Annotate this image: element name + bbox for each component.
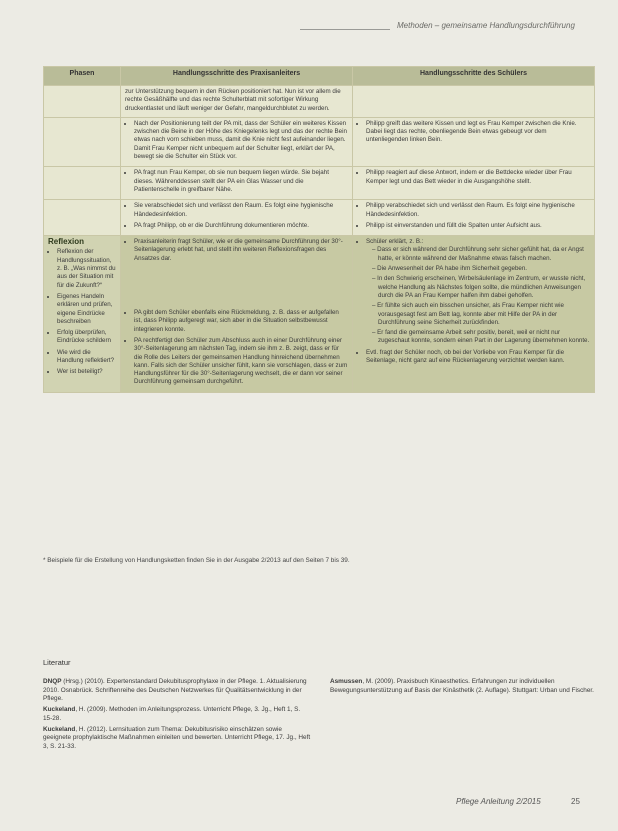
literature-column-right — [330, 678, 595, 697]
pa-step-cell — [121, 117, 353, 166]
literature-column-left — [43, 678, 311, 754]
pa-step-cell — [121, 236, 353, 393]
phase-item: • Eigenes Handeln erklären und prüfen, eigene Eindrücke beschreiben — [57, 293, 116, 326]
student-step-cell — [353, 117, 595, 166]
pa-step-text: • PA fragt Philipp, ob er die Durchführung dokumentieren möchte. — [134, 222, 348, 230]
student-step-text: • Philipp reagiert auf diese Antwort, indem er die Bettdecke wieder über Frau Kemper legt und das Bett wieder in die Ausgangshöhe stellt. — [366, 169, 590, 186]
footer-journal: Pflege Anleitung 2/2015 — [456, 797, 541, 806]
student-step-text: • Philipp ist einverstanden und füllt die Spalten unter Aufsicht aus. — [366, 222, 590, 230]
phase-item: • Reflexion der Handlungssituation, z. B. „Was nimmst du aus der Situation mit für die Zukunft?“ — [57, 248, 116, 289]
pa-step-text: • Praxisanleiterin fragt Schüler, wie er die gemeinsame Durchführung der 30°-Seitenlagerung erlebt hat, und stellt ihn weiteren Reflexionsfragen des Ansatzes dar. — [134, 238, 348, 263]
student-step-cell — [353, 200, 595, 236]
table-row — [44, 86, 595, 118]
student-step-text: • Philipp greift das weitere Kissen und legt es Frau Kemper zwischen die Knie. Dabei liegt das rechte, obenliegende Bein etwas gebeugt vor dem untenliegenden linken Bein. — [366, 120, 590, 145]
student-dash-item: – Er fühlte sich auch ein bisschen unsicher, als Frau Kemper nicht wie vorausgesagt fest am Bett lag, konnte aber mit Hilfe der PA in der Durchführung seine Sicherheit zurückfinden. — [372, 302, 564, 326]
table-row — [44, 167, 595, 200]
phase-cell-empty — [44, 200, 121, 236]
student-step-cell — [353, 236, 595, 393]
pa-step-cell — [121, 167, 353, 200]
pa-step-cell — [121, 86, 353, 118]
literature-entry: Asmussen, M. (2009). Praxisbuch Kinaesthetics. Erfahrungen zur individuellen Bewegungsunterstützung auf Basis der Kinästhetik (2. Auflage). Stuttgart: Urban und Fischer. — [330, 678, 594, 694]
table-row-reflexion — [44, 236, 595, 393]
phase-title: Reflexion — [48, 237, 85, 247]
phase-item: • Wie wird die Handlung reflektiert? — [57, 349, 116, 366]
running-header: Methoden – gemeinsame Handlungsdurchführung — [397, 21, 575, 30]
pa-step-text: • Nach der Positionierung teilt der PA mit, dass der Schüler ein weiteres Kissen zwischen die Beine in der Höhe des Kniegelenks legt und das der rechte Bein etwas nach vorn schieben muss, damit die Knie nicht fest aufeinander liegen. Damit Frau Kemper nicht unbequem auf der Schulter liegt, erklärt der PA, bewegt sie die Schulter ein Stück vor. — [134, 120, 348, 161]
phase-item: • Wer ist beteiligt? — [57, 368, 116, 376]
pa-step-text: • Sie verabschiedet sich und verlässt den Raum. Es folgt eine hygienische Händedesinfektion. — [134, 202, 348, 219]
phase-cell-empty — [44, 86, 121, 118]
pa-step-cell — [121, 200, 353, 236]
table-row — [44, 117, 595, 166]
literature-heading: Literatur — [43, 658, 71, 667]
student-dash-item: – Er fand die gemeinsame Arbeit sehr positiv, bereit, weil er nicht nur zugeschaut konnte, sondern einen Part in der Lagerung übernehmen konnte. — [372, 329, 590, 345]
phase-cell-empty — [44, 117, 121, 166]
column-header-student: Handlungsschritte des Schülers — [353, 67, 595, 86]
student-step-cell — [353, 86, 595, 118]
column-header-phases: Phasen — [44, 67, 121, 86]
table-header-row — [44, 67, 595, 86]
pa-step-text: • PA fragt nun Frau Kemper, ob sie nun bequem liegen würde. Sie bejaht dieses. Währenddessen stellt der PA ein Glas Wasser und die Patientenschelle in greifbarer Nähe. — [134, 169, 348, 194]
header-rule — [300, 29, 390, 30]
student-step-text: • Philipp verabschiedet sich und verlässt den Raum. Es folgt eine hygienische Händedesinfektion. — [366, 202, 590, 219]
student-dash-item: – Die Anwesenheit der PA habe ihm Sicherheit gegeben. — [372, 265, 528, 273]
student-dash-item: – Dass er sich während der Durchführung sehr sicher gefühlt hat, da er Angst hatte, er könnte während der Maßnahme etwas falsch machen. — [372, 246, 584, 262]
pa-step-text: zur Unterstützung bequem in den Rücken positioniert hat. Nun ist vor allem die rechte Gesäßhälfte und das rechte Schulterblatt mit sofortiger Wirkung druckentlastet und läuft weniger der Gefahr, mangeldurchblutet zu werden. — [125, 88, 341, 112]
phase-cell-empty — [44, 167, 121, 200]
footnote: * Beispiele für die Erstellung von Handlungsketten finden Sie in der Ausgabe 2/2013 auf den Seiten 7 bis 39. — [43, 557, 350, 564]
student-step-cell — [353, 167, 595, 200]
phase-item: • Erfolg überprüfen, Eindrücke schildern — [57, 329, 116, 346]
literature-entry: Kuckeland, H. (2009). Methoden im Anleitungsprozess. Unterricht Pflege, 3. Jg., Heft 1, S. 15-28. — [43, 706, 301, 722]
column-header-pa: Handlungsschritte des Praxisanleiters — [121, 67, 353, 86]
table-row — [44, 200, 595, 236]
page-number: 25 — [571, 797, 580, 806]
pa-step-text: • PA gibt dem Schüler ebenfalls eine Rückmeldung, z. B. dass er aufgefallen ist, dass Philipp aufgeregt war, sich aber in die Situation selbstbewusst integrieren konnte. — [134, 309, 348, 334]
student-step-text — [366, 238, 590, 346]
action-steps-table — [43, 66, 595, 393]
literature-entry: Kuckeland, H. (2012). Lernsituation zum Thema: Dekubitusrisiko einschätzen sowie geeignete prophylaktische Maßnahmen einleiten und bewerten. Unterricht Pflege, 17. Jg., Heft 3, S. 21-33. — [43, 725, 311, 750]
pa-step-text: • PA rechtfertigt den Schüler zum Abschluss auch in einer Durchführung einer 30°-Seitenlagerung am nächsten Tag, indem sie ihm z. B. zeigt, dass er für die Rolle des Leiters der gemeinsamen Handlung hinreichend übernehmen kann. Falls sich der Schüler unsicher fühlt, kann sie vorschlagen, dass er zum Handlungsführer für die 30°-Seitenlagerung wechselt, die er dann vor seiner Durchführung gemeinsam durchgeführt. — [134, 337, 348, 387]
student-intro: Schüler erklärt, z. B.: — [366, 238, 424, 246]
student-step-text: • Evtl. fragt der Schüler noch, ob bei der Vorliebe von Frau Kemper für die Seitenlage, nicht ganz auf eine Rückenlagerung verzichtet werden kann. — [366, 349, 590, 366]
phase-cell-reflexion — [44, 236, 121, 393]
student-dash-item: – In den Schwierig erscheinen, Wirbelsäulenlage im Zentrum, er wusste nicht, welche Handlung als Nächstes folgen sollte, die mündlichen Anweisungen durch die PA an Frau Kemper halfen ihm dabei geholfen. — [372, 275, 586, 299]
literature-entry: DNQP (Hrsg.) (2010). Expertenstandard Dekubitusprophylaxe in der Pflege. 1. Aktualisierung 2010. Osnabrück. Schriftenreihe des Deutschen Netzwerkes für Qualitätsentwicklung in der Pflege. — [43, 678, 307, 703]
